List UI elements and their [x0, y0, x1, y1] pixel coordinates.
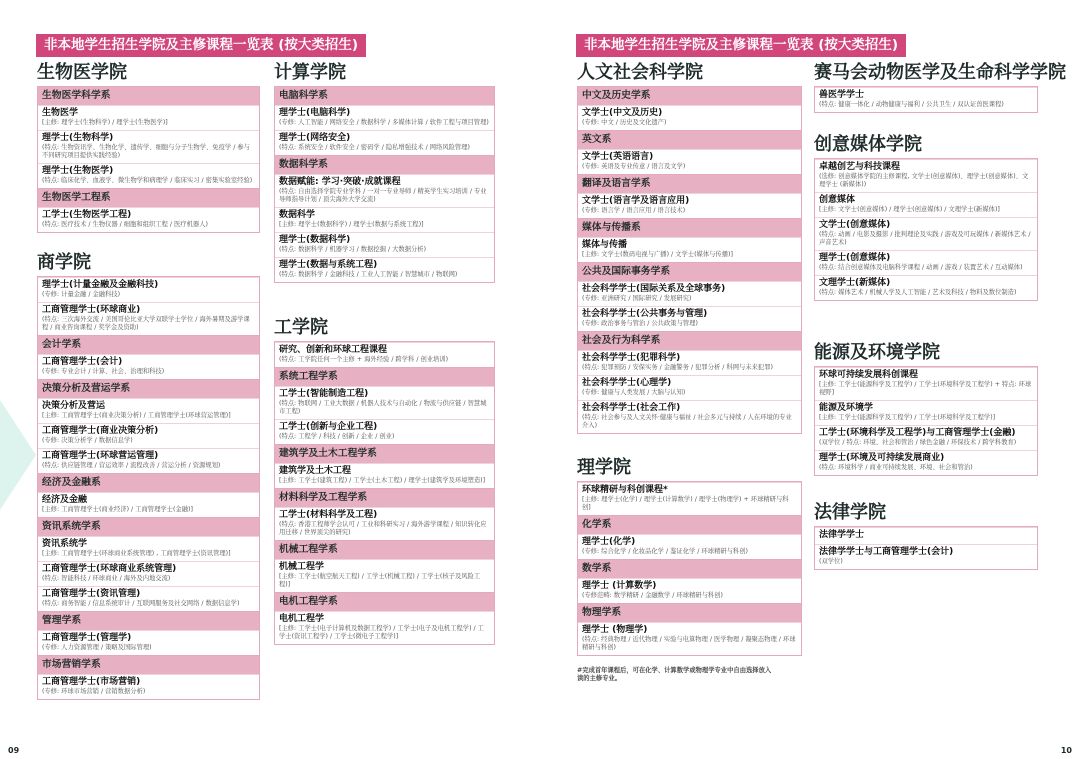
- program-name: 工学士(环境科学及工程学)与工商管理学士(金融): [819, 428, 1016, 438]
- department-header: 经济及金融系: [38, 473, 259, 492]
- school-law: [814, 502, 1038, 570]
- program-detail: (特点: 医疗技术 / 生物仪器 / 细胞和组织工程 / 医疗机器人): [42, 221, 208, 228]
- program-item: [578, 375, 801, 400]
- program-detail: (选修: 创意媒体学院的主修课程, 文学士(创意媒体)、理学士(创意媒体)、文理学士 (新媒体)): [819, 173, 1029, 188]
- right-page: [540, 0, 1080, 759]
- program-detail: [主修: 工商管理学士(商业经济) / 工商管理学士(金融)]: [42, 506, 193, 513]
- program-item: [275, 174, 494, 207]
- program-detail: [主修: 工商管理学士(环球商业系统管理) , 工商管理学士(资讯管理)]: [42, 550, 231, 557]
- program-item: [578, 105, 801, 130]
- program-detail: (特点: 数据科学 / 金融科技 / 工业人工智能 / 智慧城市 / 物联网): [279, 271, 458, 278]
- program-detail: (特点: 临床化学、血液学、微生物学和病理学 / 临床实习 / 密集实验室经验): [42, 177, 253, 184]
- school-hss: [577, 62, 802, 434]
- program-item: [38, 207, 259, 232]
- department-header: 社会及行为科学系: [578, 331, 801, 350]
- program-detail: [主修: 工学士(能源科学及工程学) / 工学士(环境科学及工程学)]: [819, 414, 996, 421]
- program-item: [275, 207, 494, 232]
- program-name: 媒体与传播: [582, 240, 628, 250]
- department-header: 化学系: [578, 515, 801, 534]
- school-bio: [37, 62, 260, 233]
- program-name: 卓越创艺与科技课程: [819, 162, 901, 172]
- program-item: [578, 306, 801, 331]
- department-header: 电机工程学系: [275, 592, 494, 611]
- program-detail: (特点: 动画 / 电影及摄影 / 批判理论及实践 / 游戏及可玩媒体 / 新媒体艺术 / 声音艺术): [819, 231, 1031, 246]
- program-item: [815, 527, 1037, 544]
- program-name: 资讯系统学: [42, 539, 88, 549]
- program-list: [814, 366, 1038, 476]
- program-detail: (专修: 语言学 / 语言应用 / 语言技术): [582, 207, 686, 214]
- program-detail: (特点: 媒体艺术 / 机械人学及人工智能 / 艺术及科技 / 物料及数位制造): [819, 289, 1017, 296]
- program-name: 法律学学士: [819, 530, 865, 540]
- program-name: 理学士(电脑科学): [279, 108, 351, 118]
- program-item: [38, 674, 259, 699]
- program-detail: (特点: 健康一体化 / 动物健康与福利 / 公共卫生 / 双认证兽医课程): [819, 101, 1004, 108]
- department-header: 建筑学及土木工程学系: [275, 444, 494, 463]
- program-name: 文学士(中文及历史): [582, 108, 663, 118]
- program-detail: (特点: 环境科学 / 商业可持续发展、环境、社会和管治): [819, 464, 973, 471]
- program-item: [578, 350, 801, 375]
- program-detail: (双学位): [819, 558, 843, 565]
- program-detail: (特点: 自由选择学院专业学科 / 一对一专业导师 / 精英学生实习培训 / 专业导师指导计划 / 顶尖海外大学交流): [279, 188, 487, 203]
- program-name: 生物医学: [42, 108, 79, 118]
- program-name: 理学士(计量金融及金融科技): [42, 280, 159, 290]
- program-detail: (专修范畴: 数学精研 / 金融数学 / 环球精研与科创): [582, 592, 723, 599]
- program-name: 决策分析及营运: [42, 401, 106, 411]
- program-name: 数据科学: [279, 210, 316, 220]
- program-name: 理学士(数据与系统工程): [279, 260, 378, 270]
- program-list: [814, 526, 1038, 570]
- program-list: [37, 276, 260, 700]
- program-detail: [主修: 工学士(建筑工程) / 工学士(土木工程) / 理学士(建筑学及环境塑造)]: [279, 477, 486, 484]
- program-item: [38, 492, 259, 517]
- program-name: 社会科学学士(犯罪科学): [582, 353, 681, 363]
- program-item: [275, 232, 494, 257]
- program-name: 文理学士(新媒体): [819, 278, 891, 288]
- department-header: 会计学系: [38, 335, 259, 354]
- decorative-shape: [0, 400, 36, 510]
- program-detail: (专修: 中文 / 历史及文化遗产): [582, 119, 667, 126]
- program-name: 工商管理学士(环球商业系统管理): [42, 564, 177, 574]
- program-item: [38, 354, 259, 379]
- page-banner-right: 非本地学生招生学院及主修课程一览表 (按大类招生): [576, 34, 906, 57]
- program-item: [578, 400, 801, 433]
- program-detail: (专修: 计量金融 / 金融科技): [42, 291, 121, 298]
- program-list: [814, 86, 1038, 113]
- program-item: [275, 386, 494, 419]
- department-header: 中文及历史学系: [578, 87, 801, 105]
- department-header: 决策分析及营运学系: [38, 379, 259, 398]
- program-detail: (特点: 供应链管理 / 营运效率 / 流程改善 / 营运分析 / 资源规划): [42, 462, 221, 469]
- school-title: 生物医学院: [37, 62, 127, 83]
- program-name: 工学士(智能制造工程): [279, 389, 369, 399]
- department-header: 数据科学系: [275, 155, 494, 174]
- school-energy: [814, 342, 1038, 476]
- program-list: [814, 158, 1038, 301]
- program-detail: [主修: 文学士(创意媒体) / 理学士(创意媒体) / 文理学士(新媒体)]: [819, 206, 1000, 213]
- program-item: [38, 163, 259, 188]
- program-name: 理学士(网络安全): [279, 133, 351, 143]
- program-item: [275, 507, 494, 540]
- program-detail: (专修: 专业会计 / 计算、社会、治理和科技): [42, 368, 165, 375]
- program-name: 理学士 (计算数学): [582, 581, 657, 591]
- program-item: [578, 534, 801, 559]
- school-title: 工学院: [274, 317, 328, 338]
- program-item: [578, 578, 801, 603]
- program-name: 文学士(英语语言): [582, 152, 654, 162]
- program-name: 工商管理学士(环球营运管理): [42, 451, 159, 461]
- program-detail: (特点: 系统安全 / 软件安全 / 密码学 / 隐私增强技术 / 网络风险管理): [279, 144, 470, 151]
- school-title: 理学院: [577, 457, 631, 478]
- program-name: 机械工程学: [279, 562, 325, 572]
- program-item: [38, 302, 259, 335]
- program-detail: [主修: 工商管理学士(商业决策分析) / 工商管理学士(环球营运管理)]: [42, 412, 231, 419]
- program-detail: (专修: 决策分析学 / 数据信息学): [42, 437, 133, 444]
- school-title: 计算学院: [274, 62, 346, 83]
- program-detail: [主修: 理学士(生物科学) / 理学士(生物医学)]: [42, 119, 168, 126]
- school-cs: [274, 62, 495, 283]
- program-item: [38, 561, 259, 586]
- department-header: 英文系: [578, 130, 801, 149]
- department-header: 电脑科学系: [275, 87, 494, 105]
- program-detail: (专修: 政治事务与管治 / 公共政策与管理): [582, 320, 698, 327]
- program-detail: (专修: 人工智能 / 网络安全 / 数据科学 / 多媒体计算 / 软件工程与项目管理): [279, 119, 489, 126]
- school-title: 创意媒体学院: [814, 134, 922, 155]
- program-detail: (专修: 综合化学 / 化妆品化学 / 鉴证化学 / 环球精研与科创): [582, 548, 748, 555]
- program-name: 工商管理学士(环球商业): [42, 305, 141, 315]
- program-name: 理学士(生物医学): [42, 166, 114, 176]
- page-banner: 非本地学生招生学院及主修课程一览表 (按大类招生): [36, 34, 366, 57]
- program-item: [578, 281, 801, 306]
- program-item: [38, 130, 259, 163]
- program-name: 工学士(材料科学及工程): [279, 510, 378, 520]
- program-name: 创意媒体: [819, 195, 856, 205]
- program-name: 文学士(创意媒体): [819, 220, 891, 230]
- school-title: 能源及环境学院: [814, 342, 940, 363]
- program-name: 环球可持续发展科创课程: [819, 370, 919, 380]
- department-header: 公共及国际事务学系: [578, 262, 801, 281]
- program-detail: (专修: 亚洲研究 / 国际研究 / 发展研究): [582, 295, 692, 302]
- program-list: [577, 481, 802, 656]
- program-item: [815, 367, 1037, 400]
- program-detail: (专修: 人力资源管理 / 策略及国际管理): [42, 644, 152, 651]
- program-item: [38, 448, 259, 473]
- school-media: [814, 134, 1038, 301]
- program-name: 工商管理学士(商业决策分析): [42, 426, 159, 436]
- program-item: [815, 250, 1037, 275]
- program-name: 工商管理学士(会计): [42, 357, 123, 367]
- program-name: 文学士(语言学及语言应用): [582, 196, 690, 206]
- department-header: 物理学系: [578, 603, 801, 622]
- program-item: [815, 400, 1037, 425]
- program-item: [578, 149, 801, 174]
- program-item: [815, 87, 1037, 112]
- program-detail: (特点: 社会参与及人文关怀·健康与福祉 / 社会多元与持续 / 人在环境的专业介入): [582, 414, 792, 429]
- school-title: 法律学院: [814, 502, 886, 523]
- program-name: 社会科学学士(心理学): [582, 378, 672, 388]
- program-detail: (专修: 健康与人类发展 / 大脑与认知): [582, 389, 686, 396]
- program-item: [275, 130, 494, 155]
- program-detail: (特点: 工程学 / 科技 / 创新 / 企业 / 创业): [279, 433, 395, 440]
- program-name: 社会科学学士(国际关系及全球事务): [582, 284, 726, 294]
- program-detail: (特点: 结合创意媒体及电脑科学课程 / 动画 / 游戏 / 装置艺术 / 互动媒体): [819, 264, 1023, 271]
- program-detail: [主修: 工学士(航空航天工程) / 工学士(机械工程) / 工学士(核子及风险工程)]: [279, 573, 481, 588]
- program-item: [275, 257, 494, 282]
- program-detail: [主修: 工学士(能源科学及工程学) / 工学士(环境科学及工程学) + 特点: 环球视野]: [819, 381, 1032, 396]
- program-item: [38, 398, 259, 423]
- program-item: [815, 192, 1037, 217]
- program-item: [578, 237, 801, 262]
- program-name: 研究、创新和环球工程课程: [279, 345, 388, 355]
- department-header: 市场营销学系: [38, 655, 259, 674]
- program-detail: [主修: 理学士(化学) / 理学士(计算数学) / 理学士(物理学) + 环球精研与科创]: [582, 496, 789, 511]
- school-title: 人文社会科学院: [577, 62, 703, 83]
- school-title: 商学院: [37, 252, 91, 273]
- program-item: [815, 159, 1037, 192]
- department-header: 机械工程学系: [275, 540, 494, 559]
- program-name: 工学士(生物医学工程): [42, 210, 132, 220]
- program-name: 理学士(环境及可持续发展商业): [819, 453, 945, 463]
- program-list: [37, 86, 260, 233]
- program-detail: (特点: 生物资讯学、生物化学、遗传学、细胞与分子生物学、免疫学 / 参与不同研究项目提供实践经验): [42, 144, 250, 159]
- program-list: [274, 341, 495, 645]
- program-item: [38, 277, 259, 302]
- program-name: 工学士(创新与企业工程): [279, 422, 378, 432]
- footnote: #完成首年课程后，可在化学、计算数学或物理学专业中自由选择放入读的主修专业。: [577, 667, 772, 682]
- program-name: 工商管理学士(市场营销): [42, 677, 141, 687]
- program-item: [38, 423, 259, 448]
- program-item: [275, 611, 494, 644]
- program-name: 理学士(化学): [582, 537, 636, 547]
- department-header: 生物医学科学系: [38, 87, 259, 105]
- department-header: 材料科学及工程学系: [275, 488, 494, 507]
- program-detail: (特点: 香港工程师学会认可 / 工业和科研实习 / 海外游学课程 / 知识转化应用迁移 / 世界顶尖的研究): [279, 521, 487, 536]
- program-item: [578, 193, 801, 218]
- program-item: [38, 586, 259, 611]
- program-item: [38, 536, 259, 561]
- program-detail: [主修: 理学士(数据科学) / 理学士(数据与系统工程)]: [279, 221, 424, 228]
- program-name: 工商管理学士(资讯管理): [42, 589, 141, 599]
- program-item: [815, 425, 1037, 450]
- program-detail: (特点: 数据科学 / 机器学习 / 数据挖掘 / 大数据分析): [279, 246, 427, 253]
- program-item: [275, 463, 494, 488]
- program-item: [815, 275, 1037, 300]
- program-item: [815, 217, 1037, 250]
- program-detail: [主修: 工学士(电子计算机及数据工程学) / 工学士(电子及电机工程学) / 工学士(资讯工程学) / 工学士(微电子工程学)]: [279, 625, 484, 640]
- program-detail: (双学位 / 特点: 环境、社会和管治 / 绿色金融 / 环保技术 / 跨学科教育): [819, 439, 1017, 446]
- program-name: 理学士 (物理学): [582, 625, 648, 635]
- program-item: [38, 630, 259, 655]
- program-item: [38, 105, 259, 130]
- department-header: 数学系: [578, 559, 801, 578]
- program-detail: (特点: 商务智能 / 信息系统审计 / 互联网服务及社交网络 / 数据信息学): [42, 600, 240, 607]
- school-title: 赛马会动物医学及生命科学学院: [814, 62, 1066, 83]
- program-item: [275, 559, 494, 592]
- page-number-left: 09: [8, 746, 20, 755]
- program-detail: (特点: 物联网 / 工业大数据 / 机器人技术与自动化 / 物流与供应链 / 智慧城市工程): [279, 400, 487, 415]
- program-detail: (专修: 英语及专业传意 / 语言及文学): [582, 163, 686, 170]
- school-vet: [814, 62, 1066, 113]
- program-name: 理学士(生物科学): [42, 133, 114, 143]
- program-detail: [主修: 文学士(数码电视与广播) / 文学士(媒体与传播)]: [582, 251, 733, 258]
- program-list: [577, 86, 802, 434]
- program-detail: (特点: 三次海外交流 / 美国哥伦比亚大学双联学士学位 / 海外暑期及游学课程 / 商业咨询课程 / 奖学金及资助): [42, 316, 250, 331]
- school-sci: [577, 457, 802, 656]
- program-name: 社会科学学士(公共事务与管理): [582, 309, 708, 319]
- program-detail: (特点: 犯罪预防 / 安保实务 / 金融警务 / 犯罪分析 / 科网与未来犯罪): [582, 364, 773, 371]
- program-item: [815, 450, 1037, 475]
- department-header: 翻译及语言学系: [578, 174, 801, 193]
- department-header: 管理学系: [38, 611, 259, 630]
- program-item: [275, 342, 494, 367]
- department-header: 系统工程学系: [275, 367, 494, 386]
- program-name: 法律学学士与工商管理学士(会计): [819, 547, 954, 557]
- program-item: [275, 105, 494, 130]
- program-item: [275, 419, 494, 444]
- program-name: 能源及环境学: [819, 403, 874, 413]
- program-name: 理学士(创意媒体): [819, 253, 891, 263]
- program-detail: (特点: 智能科技 / 环球商业 / 海外及内地交流): [42, 575, 171, 582]
- program-item: [815, 544, 1037, 569]
- program-name: 兽医学学士: [819, 90, 865, 100]
- school-eng: [274, 317, 495, 645]
- program-detail: (特点: 经典物理 / 近代物理 / 实验与电算物理 / 医学物理 / 凝聚态物理 / 环球精研与科创): [582, 636, 796, 651]
- program-item: [578, 622, 801, 655]
- program-detail: (专修: 环球市场营销 / 营销数据分析): [42, 688, 146, 695]
- program-name: 建筑学及土木工程: [279, 466, 352, 476]
- department-header: 媒体与传播系: [578, 218, 801, 237]
- program-name: 经济及金融: [42, 495, 88, 505]
- page-number-right: 10: [1060, 746, 1072, 755]
- program-name: 数据赋能: 学习·突破·成就课程: [279, 177, 401, 187]
- program-name: 社会科学学士(社会工作): [582, 403, 681, 413]
- program-detail: (特点: 工学院任何一个主修 + 海外经验 / 跨学科 / 创业培训): [279, 356, 449, 363]
- program-name: 理学士(数据科学): [279, 235, 351, 245]
- department-header: 资讯系统学系: [38, 517, 259, 536]
- school-business: [37, 252, 260, 700]
- program-list: [274, 86, 495, 283]
- program-name: 环球精研与科创课程*: [582, 485, 668, 495]
- department-header: 生物医学工程系: [38, 188, 259, 207]
- program-name: 工商管理学士(管理学): [42, 633, 132, 643]
- program-name: 电机工程学: [279, 614, 325, 624]
- program-item: [578, 482, 801, 515]
